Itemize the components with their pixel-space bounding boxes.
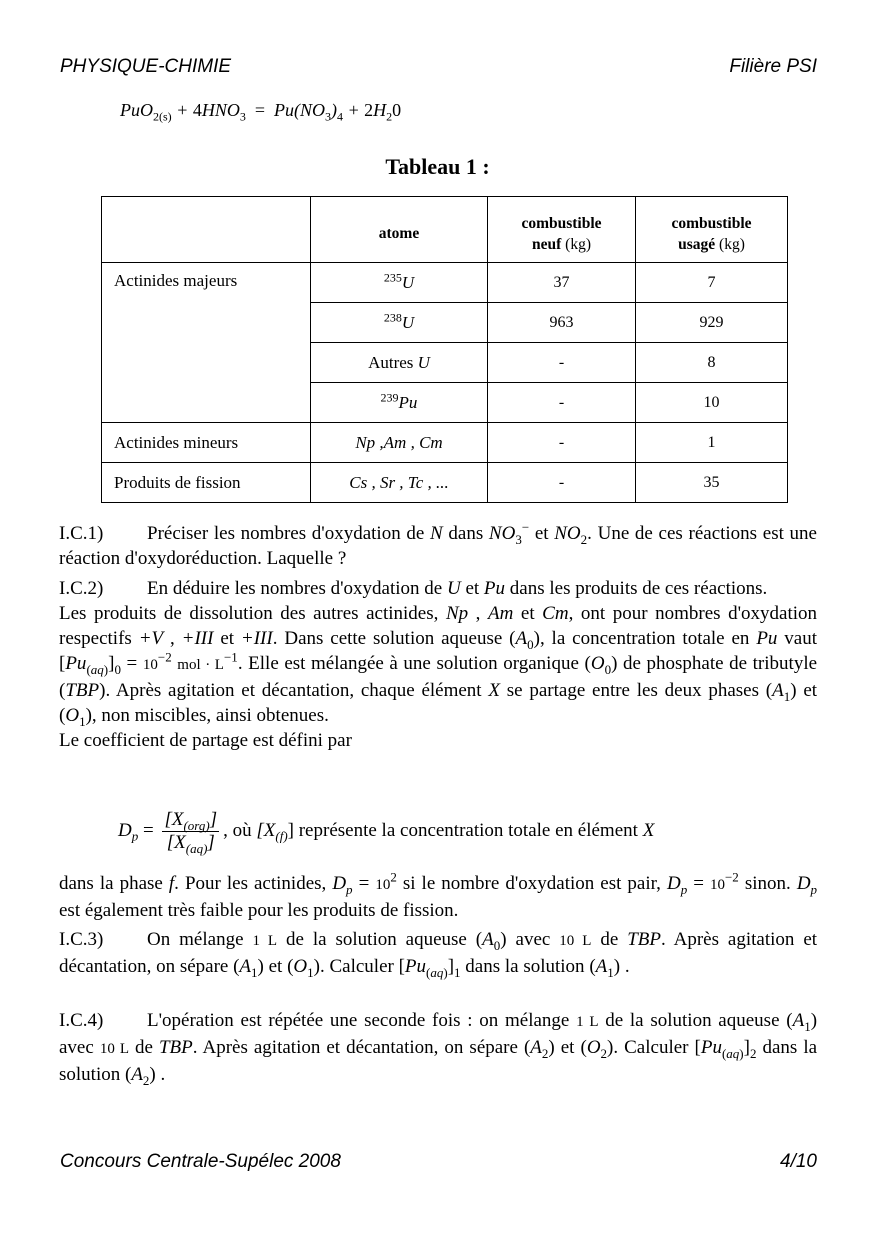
usage-cell: 8 <box>636 343 788 383</box>
neuf-cell: - <box>488 423 636 463</box>
atom-cell: Autres U <box>311 343 488 383</box>
table-header-usage: combustible usagé (kg) <box>636 197 788 263</box>
neuf-cell: - <box>488 463 636 503</box>
atom-cell: Cs , Sr , Tc , ... <box>311 463 488 503</box>
atom-cell: $^{235}$U <box>311 263 488 303</box>
paragraph-dissolution: Les produits de dissolution des autres actinides, Np , Am et Cm, ont pour nombres d'oxydation respectifs +V , +III et +III. Dans cette solution aqueuse $(A_0)$, la concentration totale en Pu vaut $[Pu_{(aq)}]_0 = 10^{-2}$ mol · $L^{-1}$. Elle est mélangée à une solution organique $(O_0)$ de phosphate de tributyle (TBP). Après agitation et décantation, chaque élément X se partage entre les deux phases $(A_1)$ et $(O_1)$, non miscibles, ainsi obtenues. <box>59 603 818 729</box>
usage-cell: 35 <box>636 463 788 503</box>
dissolution-equation: $PuO_{2(s)} + 4HNO_3 = Pu(NO_3)_4 + 2H_20$ <box>120 100 402 124</box>
coefficient-intro: Le coefficient de partage est défini par <box>59 730 352 751</box>
neuf-cell: - <box>488 383 636 423</box>
group-label-mineurs: Actinides mineurs <box>102 423 311 463</box>
group-label-majeurs: Actinides majeurs <box>102 263 311 423</box>
atom-cell: $^{238}$U <box>311 303 488 343</box>
page-header-subject: PHYSIQUE-CHIMIE <box>60 56 232 77</box>
question-ic3: I.C.3) On mélange 1 L de la solution aqueuse $(A_0)$ avec 10 L de TBP. Après agitation et décantation, on sépare $(A_1)$ et $(O_1)$. Calculer $[Pu_{(aq)}]_1$ dans la solution $(A_1)$ . <box>59 929 818 980</box>
atom-cell: Np ,Am , Cm <box>311 423 488 463</box>
page-header-track: Filière PSI <box>729 56 817 77</box>
table-header-row <box>102 197 788 263</box>
table-row <box>102 423 788 463</box>
partition-coefficient-formula: $D_p$ = $\frac{[X_{(org)}]}{[X_{(aq)}]}$ , où $[X_{(f)}]$ représente la concentration totale en élément X <box>118 809 655 856</box>
page-footer-contest: Concours Centrale-Supélec 2008 <box>60 1151 341 1172</box>
usage-cell: 1 <box>636 423 788 463</box>
table-header-neuf: combustible neuf (kg) <box>488 197 636 263</box>
neuf-cell: - <box>488 343 636 383</box>
usage-cell: 929 <box>636 303 788 343</box>
usage-cell: 7 <box>636 263 788 303</box>
atom-cell: $^{239}$Pu <box>311 383 488 423</box>
neuf-cell: 963 <box>488 303 636 343</box>
partition-explanation: dans la phase f. Pour les actinides, $D_p = 10^2$ si le nombre d'oxydation est pair, $D_p = 10^{-2}$ sinon. $D_p$ est également très faible pour les produits de fission. <box>59 869 818 921</box>
table-header-empty <box>102 197 311 263</box>
table-title: Tableau 1 : <box>385 154 490 179</box>
table-header-atome: atome <box>311 197 488 263</box>
neuf-cell: 37 <box>488 263 636 303</box>
table-row <box>102 463 788 503</box>
question-ic2: I.C.2) En déduire les nombres d'oxydation de U et Pu dans les produits de ces réactions. Les produits de dissolution des autres actinides, Np , Am et Cm, ont pour nombres d'oxydation respectifs +V , +III et +III. Dans cette solution aqueuse $(A_0)$, la concentration totale en Pu vaut $[Pu_{(aq)}]_0 = 10^{-2}$ mol · $L^{-1}$. Elle est mélangée à une solution organique $(O_0)$ de phosphate de tributyle (TBP). Après agitation et décantation, chaque élément X se partage entre les deux phases $(A_1)$ et $(O_1)$, non miscibles, ainsi obtenues. Le coefficient de partage est défini par <box>59 578 818 751</box>
usage-cell: 10 <box>636 383 788 423</box>
group-label-fission: Produits de fission <box>102 463 311 503</box>
question-ic4: I.C.4) L'opération est répétée une seconde fois : on mélange 1 L de la solution aqueuse $(A_1)$ avec 10 L de TBP. Après agitation et décantation, on sépare $(A_2)$ et $(O_2)$. Calculer $[Pu_{(aq)}]_2$ dans la solution $(A_2)$ . <box>59 1010 818 1088</box>
page-number: 4/10 <box>780 1151 817 1172</box>
question-ic1: I.C.1) Préciser les nombres d'oxydation de N dans $NO_3^-$ et $NO_2$. Une de ces réactions est une réaction d'oxydoréduction. Laquelle ? <box>59 519 817 569</box>
table-row <box>102 263 788 303</box>
fuel-composition-table <box>101 196 788 503</box>
